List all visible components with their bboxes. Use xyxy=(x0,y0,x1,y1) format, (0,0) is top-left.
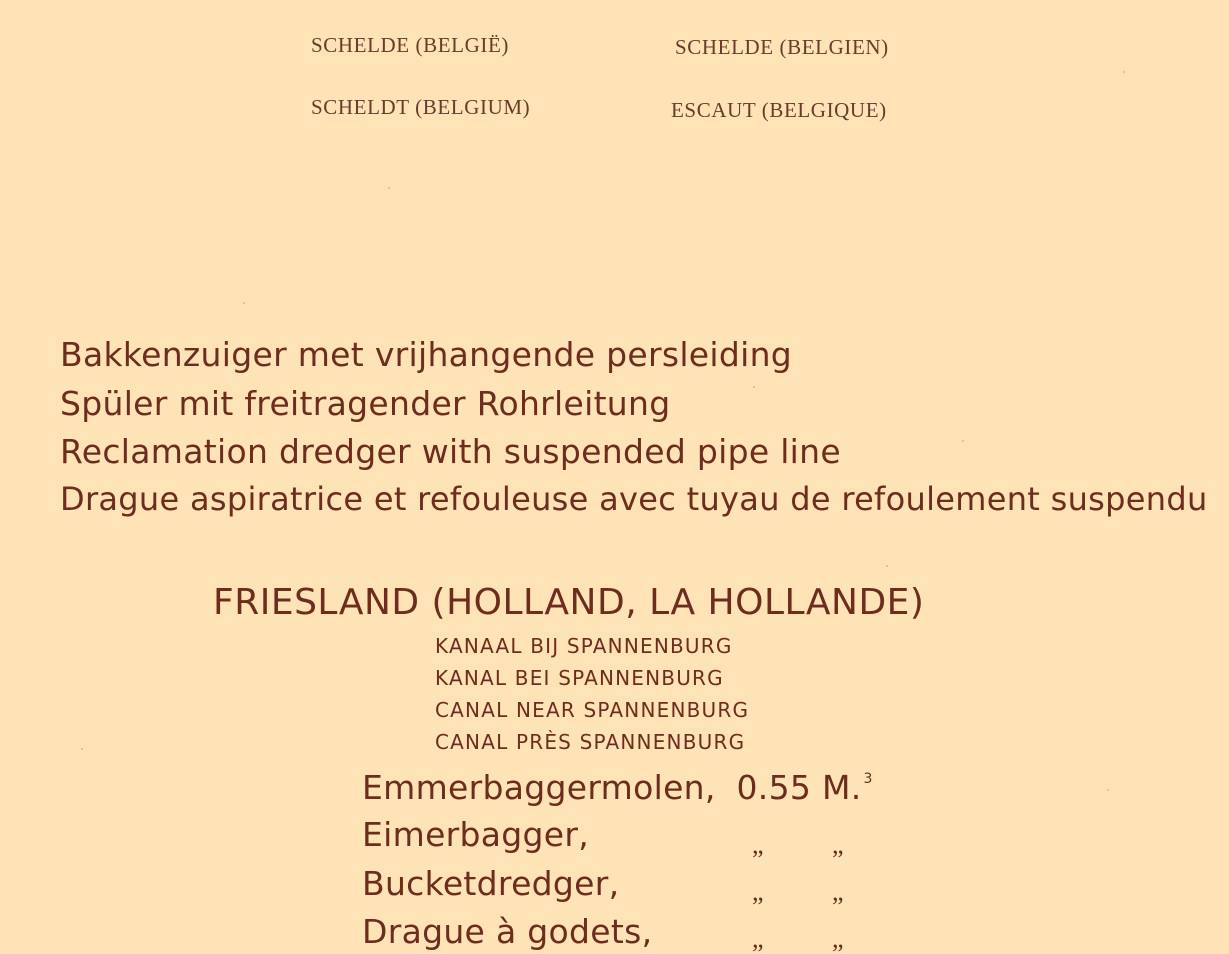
caption-german: Spüler mit freitragender Rohrleitung xyxy=(60,384,671,423)
machine-line-english: Bucketdredger, xyxy=(362,864,620,903)
ditto-mark: „ xyxy=(832,924,844,953)
machine-line-german: Eimerbagger, xyxy=(362,815,590,854)
location-subtitle-english: CANAL NEAR SPANNENBURG xyxy=(435,698,750,722)
machine-line-french: Drague à godets, xyxy=(362,912,653,951)
header-label-french: ESCAUT (BELGIQUE) xyxy=(671,98,887,122)
machine-capacity: 0.55 M. xyxy=(736,768,862,807)
header-label-dutch: SCHELDE (BELGIË) xyxy=(311,33,509,57)
machine-line-dutch xyxy=(362,768,873,807)
capacity-unit-superscript: 3 xyxy=(863,771,873,787)
caption-dutch: Bakkenzuiger met vrijhangende persleiding xyxy=(60,335,793,374)
paper-speck xyxy=(962,440,964,442)
ditto-mark: „ xyxy=(832,877,844,906)
location-subtitle-french: CANAL PRÈS SPANNENBURG xyxy=(435,730,746,754)
caption-french: Drague aspiratrice et refouleuse avec tuyau de refoulement suspendu xyxy=(60,480,1208,518)
machine-name-dutch: Emmerbaggermolen, xyxy=(362,768,716,807)
header-label-german: SCHELDE (BELGIEN) xyxy=(675,35,889,59)
location-title: FRIESLAND (HOLLAND, LA HOLLANDE) xyxy=(213,582,925,623)
paper-speck xyxy=(753,386,755,388)
ditto-mark: „ xyxy=(752,924,764,953)
paper-speck xyxy=(1123,71,1125,73)
location-subtitle-german: KANAL BEI SPANNENBURG xyxy=(435,666,724,690)
paper-speck xyxy=(1107,789,1109,791)
location-subtitle-dutch: KANAAL BIJ SPANNENBURG xyxy=(435,634,733,658)
paper-speck xyxy=(243,302,245,304)
ditto-mark: „ xyxy=(752,830,764,859)
ditto-mark: „ xyxy=(832,830,844,859)
paper-speck xyxy=(81,748,83,750)
header-label-english: SCHELDT (BELGIUM) xyxy=(311,95,531,119)
paper-speck xyxy=(886,565,888,567)
caption-english: Reclamation dredger with suspended pipe line xyxy=(60,432,841,471)
ditto-mark: „ xyxy=(752,877,764,906)
paper-speck xyxy=(388,187,390,189)
